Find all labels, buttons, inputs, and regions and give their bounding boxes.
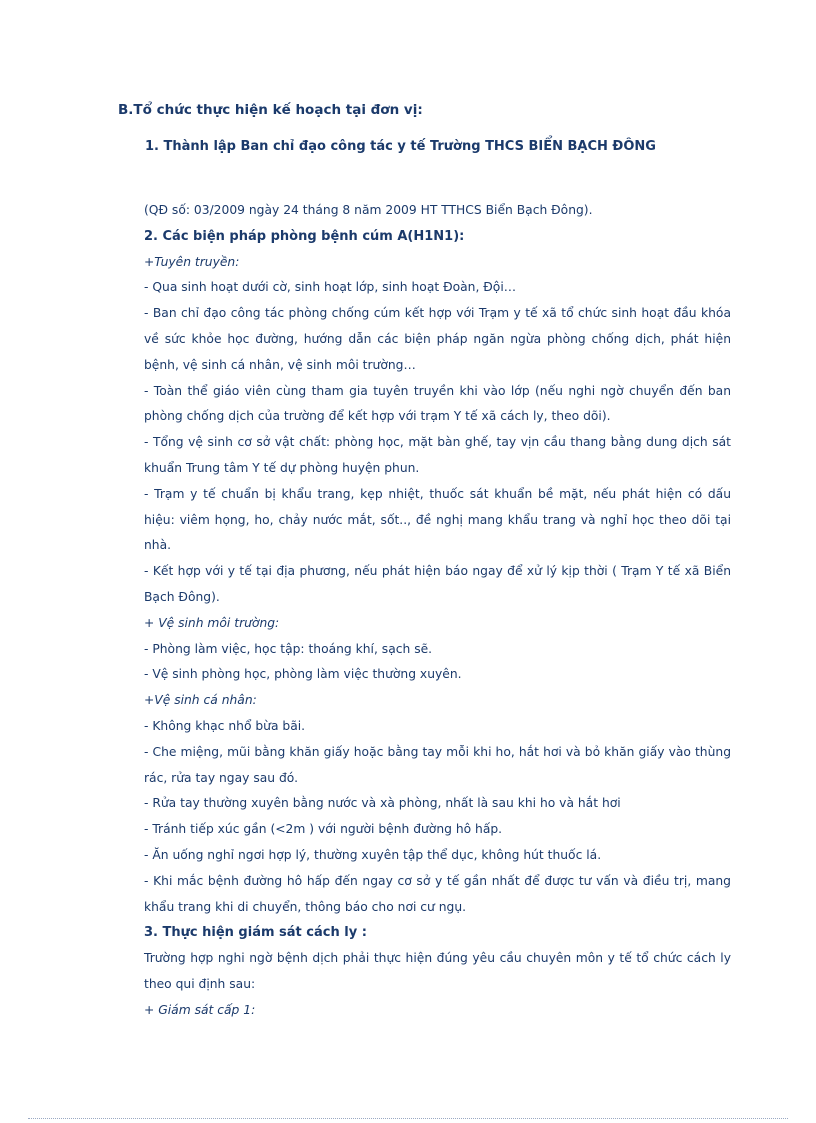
document-body	[144, 198, 731, 1024]
environment-label: + Vệ sinh môi trường:	[144, 615, 280, 630]
propaganda-item: - Qua sinh hoạt dưới cờ, sinh hoạt lớp, sinh hoạt Đoàn, Đội…	[144, 280, 517, 295]
section-1-heading: 1. Thành lập Ban chỉ đạo công tác y tế Trường THCS BIỂN BẠCH ĐÔNG	[145, 139, 656, 154]
page-bottom-divider	[28, 1118, 788, 1119]
propaganda-item: - Kết hợp với y tế tại địa phương, nếu phát hiện báo ngay để xử lý kịp thời ( Trạm Y tế xã Biển Bạch Đông).	[144, 564, 731, 604]
propaganda-item: - Trạm y tế chuẩn bị khẩu trang, kẹp nhiệt, thuốc sát khuẩn bề mặt, nếu phát hiện có dấu hiệu: viêm họng, ho, chảy nước mắt, sốt.., đề nghị mang khẩu trang và nghỉ học theo dõi tại nhà.	[144, 486, 731, 553]
propaganda-item: - Tổng vệ sinh cơ sở vật chất: phòng học, mặt bàn ghế, tay vịn cầu thang bằng dung dịch sát khuẩn Trung tâm Y tế dự phòng huyện phun.	[144, 435, 731, 475]
environment-item: - Vệ sinh phòng học, phòng làm việc thường xuyên.	[144, 667, 462, 682]
section-b-heading: B.Tổ chức thực hiện kế hoạch tại đơn vị:	[118, 102, 423, 118]
personal-hygiene-item: - Che miệng, mũi bằng khăn giấy hoặc bằng tay mỗi khi ho, hắt hơi và bỏ khăn giấy vào thùng rác, rửa tay ngay sau đó.	[144, 744, 731, 785]
propaganda-label: +Tuyên truyền:	[144, 254, 240, 269]
section-3-heading: 3. Thực hiện giám sát cách ly :	[144, 925, 367, 941]
section-3-intro: Trường hợp nghi ngờ bệnh dịch phải thực hiện đúng yêu cầu chuyên môn y tế tổ chức cách ly theo qui định sau:	[144, 951, 731, 991]
propaganda-item: - Ban chỉ đạo công tác phòng chống cúm kết hợp với Trạm y tế xã tổ chức sinh hoạt đầu khóa về sức khỏe học đường, hướng dẫn các biện pháp ngăn ngừa phòng chống dịch, phát hiện bệnh, vệ sinh cá nhân, vệ sinh môi trường…	[144, 306, 731, 372]
environment-item: - Phòng làm việc, học tập: thoáng khí, sạch sẽ.	[144, 641, 433, 656]
personal-hygiene-item: - Không khạc nhổ bừa bãi.	[144, 718, 306, 733]
personal-hygiene-item: - Tránh tiếp xúc gần (<2m ) với người bệnh đường hô hấp.	[144, 822, 503, 837]
personal-hygiene-item: - Khi mắc bệnh đường hô hấp đến ngay cơ sở y tế gần nhất để được tư vấn và điều trị, mang khẩu trang khi di chuyển, thông báo cho nơi cư ngụ.	[144, 873, 731, 914]
personal-hygiene-item: - Rửa tay thường xuyên bằng nước và xà phòng, nhất là sau khi ho và hắt hơi	[144, 796, 621, 811]
section-2-heading: 2. Các biện pháp phòng bệnh cúm A(H1N1):	[144, 228, 465, 244]
level-1-surveillance-label: + Giám sát cấp 1:	[144, 1002, 256, 1017]
decision-note: (QĐ số: 03/2009 ngày 24 tháng 8 năm 2009 HT TTHCS Biển Bạch Đông).	[144, 203, 593, 217]
propaganda-item: - Toàn thể giáo viên cùng tham gia tuyên truyền khi vào lớp (nếu nghi ngờ chuyển đến ban phòng chống dịch của trường để kết hợp với trạm Y tế xã cách ly, theo dõi).	[144, 383, 731, 424]
personal-hygiene-item: - Ăn uống nghỉ ngơi hợp lý, thường xuyên tập thể dục, không hút thuốc lá.	[144, 847, 602, 862]
personal-hygiene-label: +Vệ sinh cá nhân:	[144, 693, 257, 708]
